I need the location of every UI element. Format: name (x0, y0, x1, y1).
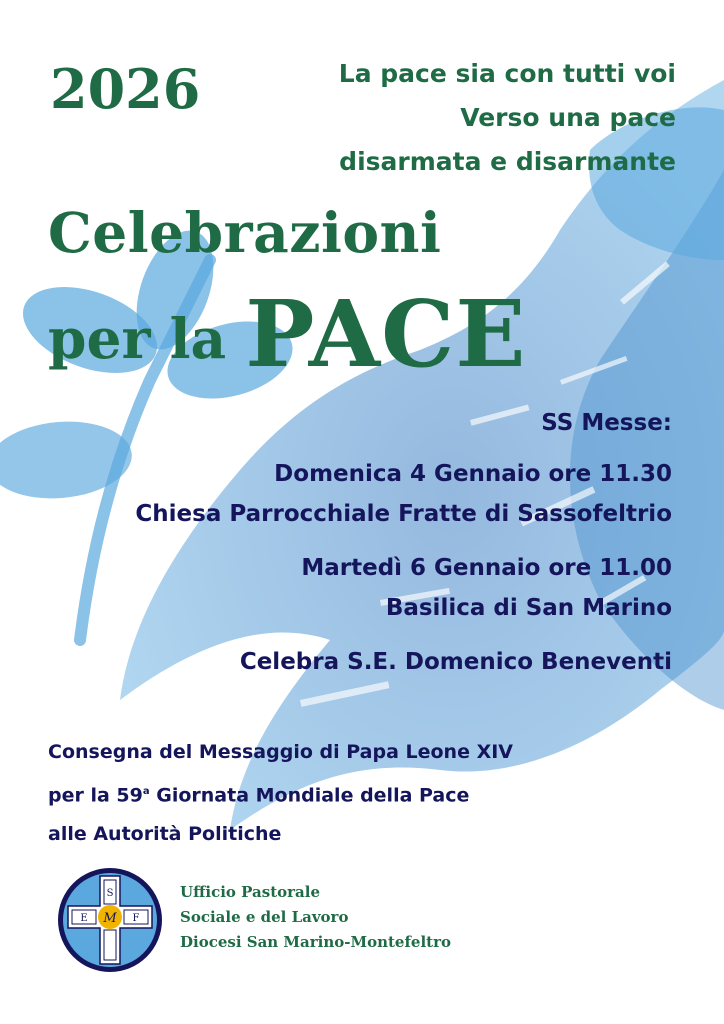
year-heading: 2026 (50, 57, 201, 121)
mass-event (135, 454, 672, 534)
delivery-note (48, 733, 513, 854)
delivery-line: Consegna del Messaggio di Papa Leone XIV (48, 741, 514, 763)
office-logo (56, 866, 164, 974)
mass-where: Chiesa Parrocchiale Fratte di Sassofeltrio (135, 501, 672, 527)
logo-letter: M (103, 911, 117, 926)
office-line: Sociale e del Lavoro (180, 908, 349, 926)
ordinal-suffix: a (142, 786, 150, 797)
mass-where: Basilica di San Marino (385, 595, 672, 621)
logo-letter: E (80, 913, 88, 924)
title-line-1: Celebrazioni (48, 200, 442, 265)
motto (339, 52, 676, 184)
mass-when: Martedì 6 Gennaio ore 11.00 (301, 555, 672, 581)
title-prefix: per la (48, 306, 227, 371)
masses-header: SS Messe: (541, 410, 672, 436)
mass-when: Domenica 4 Gennaio ore 11.30 (274, 461, 672, 487)
motto-line: La pace sia con tutti voi (338, 59, 676, 88)
office-line: Diocesi San Marino-Montefeltro (180, 933, 452, 951)
delivery-text: per la 59 (48, 784, 143, 807)
masses-section (135, 408, 672, 682)
delivery-line (48, 772, 513, 815)
logo-letter: F (132, 913, 140, 924)
motto-line: disarmata e disarmante (339, 147, 676, 176)
delivery-line: alle Autorità Politiche (48, 823, 282, 846)
logo-letter: S (106, 888, 114, 899)
mass-event (135, 548, 672, 628)
office-line: Ufficio Pastorale (180, 883, 320, 901)
office-name (180, 880, 451, 955)
delivery-text: Giornata Mondiale della Pace (149, 784, 470, 807)
motto-line: Verso una pace (460, 103, 676, 132)
celebrant: Celebra S.E. Domenico Beneventi (239, 649, 672, 675)
title-line-2 (48, 280, 527, 388)
title-emphasis: PACE (245, 280, 527, 388)
